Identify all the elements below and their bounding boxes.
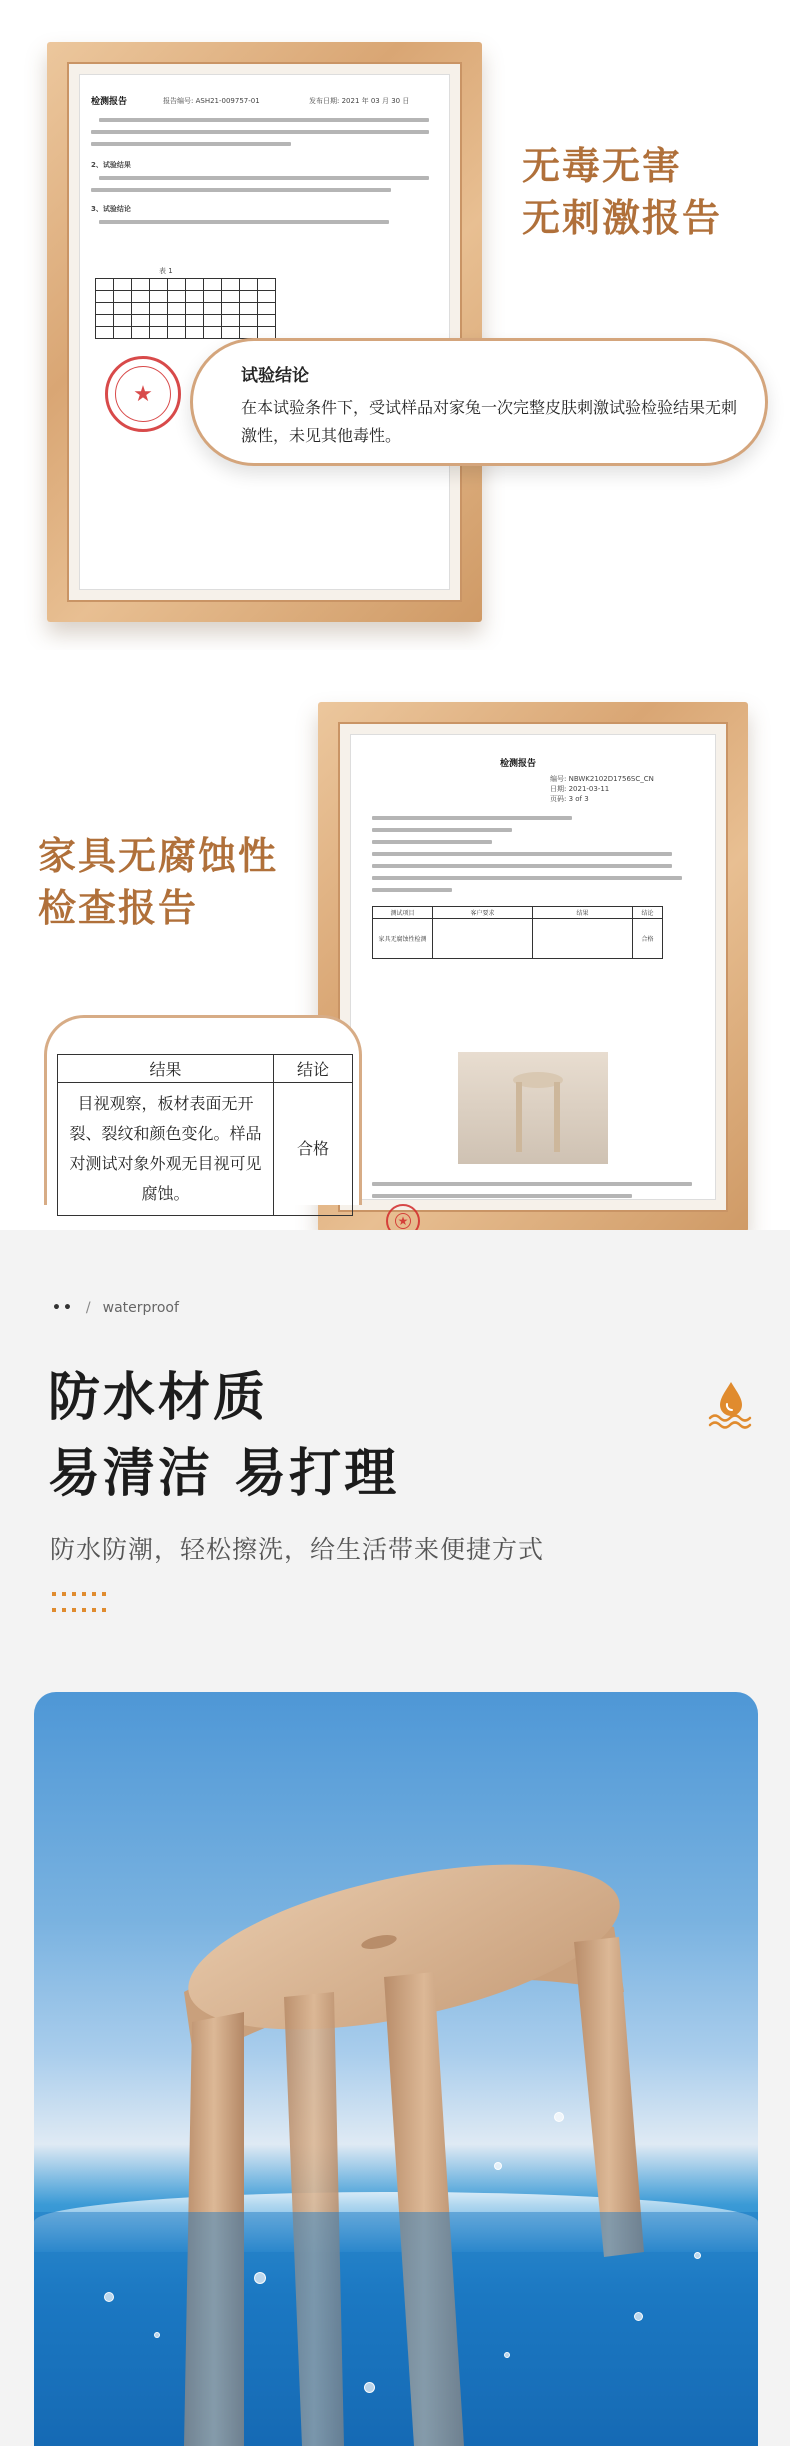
bubble	[634, 2312, 643, 2321]
breadcrumb	[52, 1300, 179, 1316]
result-cell: 目视观察，板材表面无开裂、裂纹和颜色变化。样品对测试对象外观无目视可见腐蚀。	[58, 1083, 274, 1216]
doc-table-header: 测试项目	[373, 907, 433, 919]
section-headline	[38, 830, 278, 934]
conclusion-callout	[190, 338, 768, 466]
toxicity-report-section	[0, 0, 790, 650]
bubble	[154, 2332, 160, 2338]
decorative-dots	[52, 1592, 112, 1624]
result-card	[44, 1015, 362, 1205]
bubble	[494, 2162, 502, 2170]
report-document	[79, 74, 450, 590]
doc-text-line	[372, 840, 492, 844]
bubble	[554, 2112, 564, 2122]
doc-table-cell	[533, 919, 633, 959]
doc-text-line	[91, 188, 391, 192]
doc-report-number: 报告编号: ASH21-009757-01	[163, 97, 260, 105]
breadcrumb-dots: ••	[52, 1300, 74, 1316]
stool-sample-photo	[458, 1052, 608, 1164]
headline-line-2: 检查报告	[38, 886, 199, 930]
red-stamp-seal-icon: ★	[386, 1204, 420, 1238]
result-header: 结果	[58, 1055, 274, 1083]
breadcrumb-label: waterproof	[102, 1300, 179, 1316]
breadcrumb-separator: /	[85, 1300, 91, 1316]
doc-table-cell: 合格	[633, 919, 663, 959]
title-line-2: 易清洁 易打理	[48, 1444, 400, 1504]
doc-heading: 2、试验结果	[91, 161, 131, 169]
page-title	[48, 1360, 399, 1512]
doc-table-cell: 家具无腐蚀性检测	[373, 919, 433, 959]
waterproof-section	[0, 1230, 790, 2446]
section-headline	[522, 140, 722, 244]
doc-text-line	[372, 852, 672, 856]
conclusion-cell: 合格	[274, 1083, 353, 1216]
doc-text-line	[99, 118, 429, 122]
report-frame	[318, 702, 748, 1232]
result-table	[57, 1054, 353, 1216]
doc-text-line	[372, 1182, 692, 1186]
stool-legs	[516, 1082, 560, 1152]
bubble	[504, 2352, 510, 2358]
doc-issue-date: 发布日期: 2021 年 03 月 30 日	[309, 97, 410, 105]
doc-heading: 3、试验结论	[91, 205, 131, 213]
doc-table-cell	[433, 919, 533, 959]
corrosion-report-section	[0, 650, 790, 1230]
subtitle: 防水防潮，轻松擦洗，给生活带来便捷方式	[50, 1535, 545, 1564]
doc-result-table	[372, 906, 663, 959]
doc-data-table	[95, 278, 276, 339]
headline-line-1: 无毒无害	[522, 144, 683, 188]
stool-in-water-photo	[34, 1692, 758, 2446]
headline-line-1: 家具无腐蚀性	[38, 834, 279, 878]
doc-meta: 页码: 3 of 3	[550, 795, 589, 803]
doc-text-line	[91, 142, 291, 146]
stool-illustration	[34, 1692, 758, 2446]
doc-table-caption: 表 1	[159, 267, 173, 275]
bubble	[254, 2272, 266, 2284]
doc-meta: 日期: 2021-03-11	[550, 785, 610, 793]
doc-text-line	[372, 828, 512, 832]
water-drop-waves-icon	[706, 1378, 756, 1428]
red-stamp-seal-icon: ★	[105, 356, 181, 432]
doc-title: 检测报告	[500, 759, 537, 769]
doc-table-header: 结论	[633, 907, 663, 919]
report-frame	[47, 42, 482, 622]
doc-text-line	[99, 176, 429, 180]
doc-text-line	[99, 220, 389, 224]
dot-row	[52, 1608, 112, 1612]
doc-text-line	[372, 876, 682, 880]
doc-meta: 编号: NBWK2102D1756SC_CN	[550, 775, 654, 783]
headline-line-2: 无刺激报告	[522, 196, 723, 240]
doc-text-line	[372, 816, 572, 820]
doc-text-line	[372, 864, 672, 868]
doc-table-header: 客户要求	[433, 907, 533, 919]
callout-body: 在本试验条件下，受试样品对家兔一次完整皮肤刺激试验检验结果无刺激性，未见其他毒性。	[241, 398, 738, 445]
doc-text-line	[372, 1194, 632, 1198]
doc-title: 检测报告	[91, 97, 128, 107]
dot-row	[52, 1592, 112, 1596]
doc-text-line	[372, 888, 452, 892]
bubble	[364, 2382, 375, 2393]
conclusion-header: 结论	[274, 1055, 353, 1083]
report-document	[350, 734, 716, 1228]
callout-title: 试验结论	[241, 366, 309, 386]
bubble	[694, 2252, 701, 2259]
doc-table-header: 结果	[533, 907, 633, 919]
title-line-1: 防水材质	[48, 1368, 269, 1428]
doc-text-line	[91, 130, 429, 134]
bubble	[104, 2292, 114, 2302]
